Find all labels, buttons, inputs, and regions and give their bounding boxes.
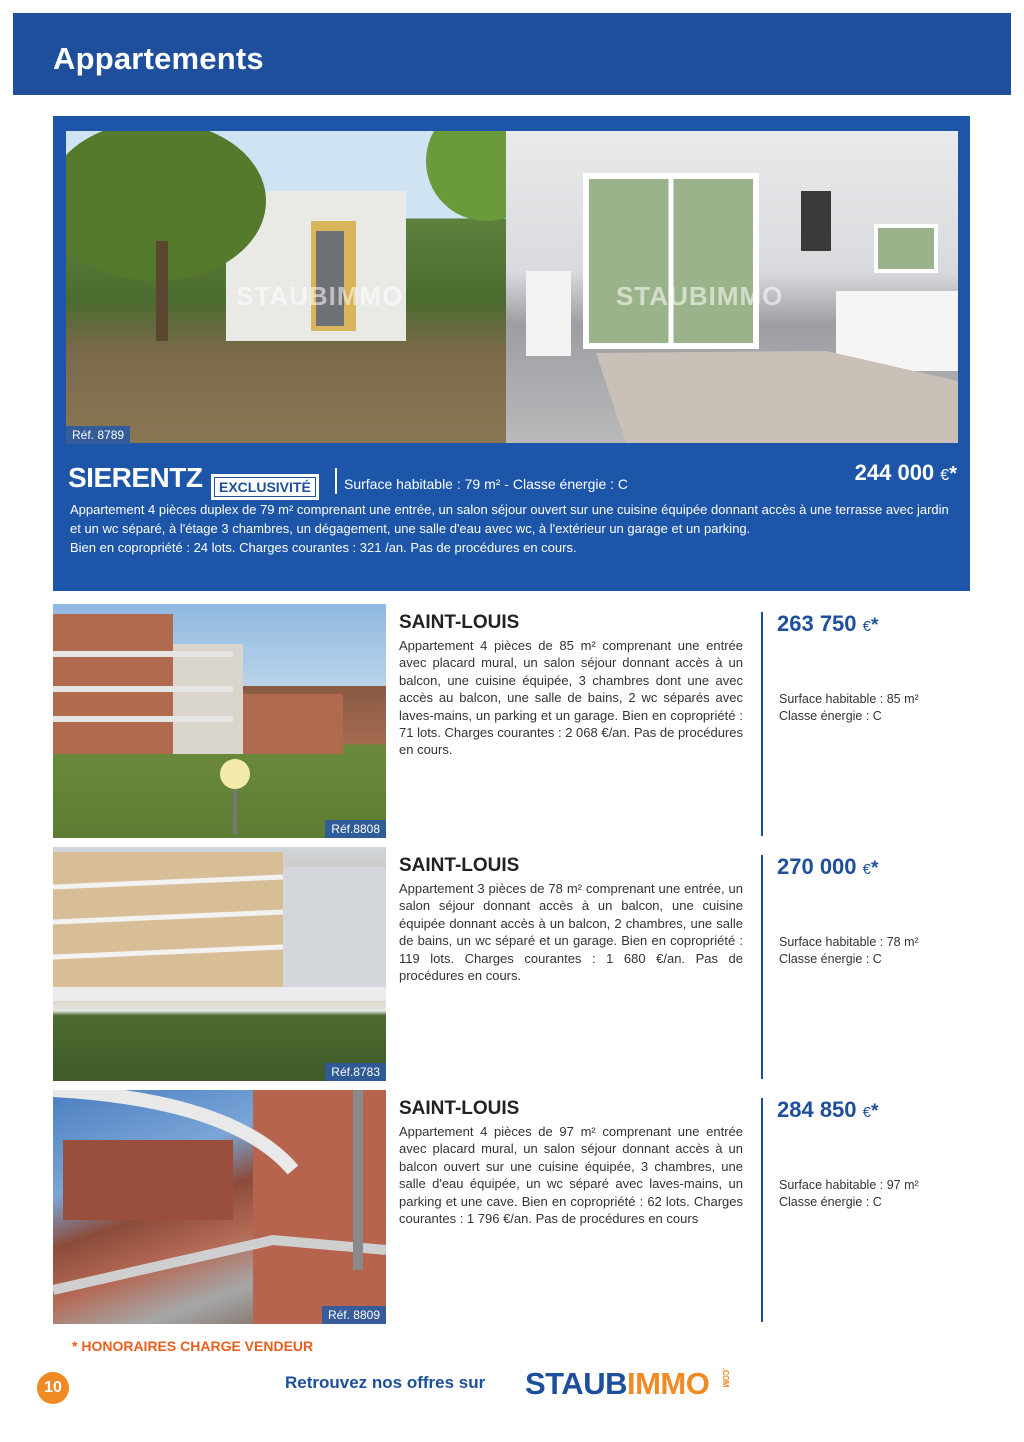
listing-card[interactable] <box>53 604 970 838</box>
featured-price-value: 244 000 <box>854 460 935 485</box>
building-illustration <box>53 604 386 838</box>
featured-divider <box>335 468 337 494</box>
featured-description <box>70 500 960 557</box>
featured-photo-interior[interactable] <box>506 131 958 443</box>
balcony-illustration <box>53 1090 386 1324</box>
logo-staub: STAUB <box>525 1366 627 1401</box>
staubimmo-logo[interactable] <box>525 1366 730 1402</box>
page-title: Appartements <box>53 41 264 76</box>
listing-ref: Réf. 8809 <box>322 1306 386 1324</box>
listing-energy: Classe énergie : C <box>779 1195 882 1209</box>
header-bar <box>13 13 1011 95</box>
listing-surface: Surface habitable : 78 m² <box>779 935 919 949</box>
listing-surface: Surface habitable : 85 m² <box>779 692 919 706</box>
logo-com: .COM <box>721 1368 730 1387</box>
logo-immo: IMMO <box>626 1366 710 1401</box>
watermark-left: STAUBIMMO <box>236 281 404 311</box>
listing-surface: Surface habitable : 97 m² <box>779 1178 919 1192</box>
featured-description-main: Appartement 4 pièces duplex de 79 m² comprenant une entrée, un salon séjour ouvert sur une cuisine équipée donnant accès à une terrasse avec jardin et un wc séparé, à l'étage 3 chambres, un dégagement, une salle d'eau avec wc, à l'extérieur un garage et un parking. <box>70 502 949 536</box>
featured-price-asterisk: * <box>949 463 957 485</box>
listing-energy: Classe énergie : C <box>779 709 882 723</box>
featured-listing[interactable] <box>53 116 970 591</box>
listing-price <box>777 854 878 880</box>
page-number: 10 <box>37 1372 69 1404</box>
featured-specs: Surface habitable : 79 m² - Classe énergie : C <box>344 476 629 492</box>
listing-divider <box>761 612 763 836</box>
listing-ref: Réf.8783 <box>325 1063 386 1081</box>
listing-city: SAINT-LOUIS <box>399 612 520 633</box>
listing-ref: Réf.8808 <box>325 820 386 838</box>
listing-price <box>777 611 878 637</box>
featured-price <box>855 460 957 486</box>
listing-photo[interactable] <box>53 604 386 838</box>
listing-price-value: 270 000 <box>777 854 857 879</box>
listing-card[interactable] <box>53 1090 970 1324</box>
listing-price <box>777 1097 878 1123</box>
listing-price-value: 263 750 <box>777 611 857 636</box>
listing-divider <box>761 855 763 1079</box>
listing-energy: Classe énergie : C <box>779 952 882 966</box>
watermark-right: STAUBIMMO <box>616 281 784 311</box>
fees-footnote: * HONORAIRES CHARGE VENDEUR <box>72 1338 314 1354</box>
footer-cta: Retrouvez nos offres sur <box>285 1373 486 1392</box>
listing-photo[interactable] <box>53 847 386 1081</box>
listing-city: SAINT-LOUIS <box>399 855 520 876</box>
listing-description: Appartement 4 pièces de 85 m² comprenant une entrée avec placard mural, un salon séjour donnant accès à un balcon, une cuisine équipée, 3 chambres dont une avec accès au balcon, une salle de bains, 2 wc séparés avec laves-mains, un parking et un garage. Bien en copropriété : 71 lots. Charges courantes : 2 068 €/an. Pas de procédures en cours. <box>399 638 743 758</box>
listing-price-asterisk: * <box>871 858 879 879</box>
featured-city: SIERENTZ <box>68 462 203 493</box>
listing-price-asterisk: * <box>871 1101 879 1122</box>
listing-price-asterisk: * <box>871 615 879 636</box>
featured-description-copro: Bien en copropriété : 24 lots. Charges courantes : 321 /an. Pas de procédures en cours. <box>70 540 577 555</box>
listing-card[interactable] <box>53 847 970 1081</box>
listing-description: Appartement 3 pièces de 78 m² comprenant une entrée, un salon séjour donnant accès à un balcon, une cuisine équipée donnant accès à un balcon, 2 chambres, une salle de bains, un wc séparé et un garage. Bien en copropriété : 119 lots. Charges courantes : 1 680 €/an. Pas de procédures en cours. <box>399 881 743 984</box>
listing-price-currency: € <box>862 1104 871 1121</box>
listing-divider <box>761 1098 763 1322</box>
listing-description: Appartement 4 pièces de 97 m² comprenant une entrée avec placard mural, un salon séjour donnant accès à un balcon ouvert sur une cuisine équipée, 3 chambres, une salle d'eau équipée, un wc séparé avec laves-mains, un parking et une cave. Bien en copropriété : 62 lots. Charges courantes : 1 796 €/an. Pas de procédures en cours <box>399 1124 743 1227</box>
featured-price-currency: € <box>940 467 950 484</box>
listing-price-currency: € <box>862 861 871 878</box>
exclusivity-badge: EXCLUSIVITÉ <box>211 474 319 500</box>
listing-city: SAINT-LOUIS <box>399 1098 520 1119</box>
building-illustration <box>53 847 386 1081</box>
featured-photo-exterior[interactable] <box>66 131 506 443</box>
listing-price-value: 284 850 <box>777 1097 857 1122</box>
featured-ref: Réf. 8789 <box>66 426 130 444</box>
listing-photo[interactable] <box>53 1090 386 1324</box>
listing-price-currency: € <box>862 618 871 635</box>
